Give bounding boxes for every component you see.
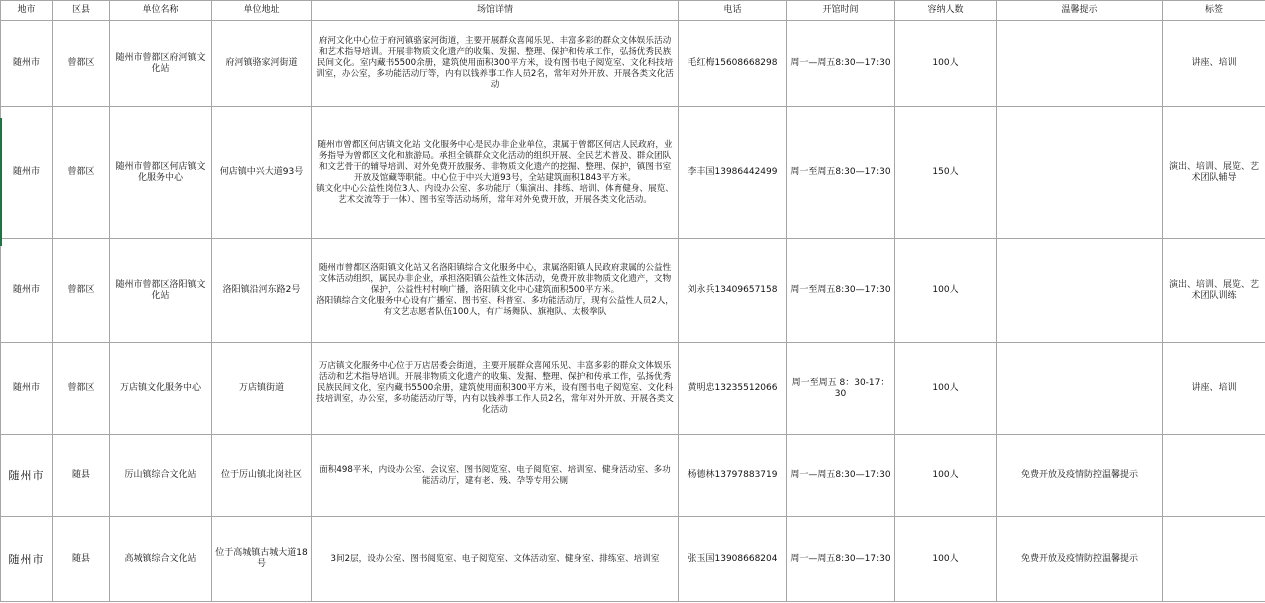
cell-unit-name[interactable]: 高城镇综合文化站 [110, 517, 212, 602]
header-capacity[interactable]: 容纳人数 [895, 1, 997, 21]
cell-venue-details[interactable] [312, 107, 679, 239]
cell-tags[interactable]: 演出、培训、展览、艺术团队训练 [1163, 239, 1265, 343]
cell-opening-hours[interactable]: 周一至周五8:30—17:30 [787, 239, 895, 343]
cell-tags[interactable]: 演出、培训、展览、艺术团队辅导 [1163, 107, 1265, 239]
header-tip[interactable]: 温馨提示 [997, 1, 1163, 21]
table-row [1, 21, 1265, 107]
cell-city[interactable]: 随州市 [1, 21, 53, 107]
cell-unit-address[interactable]: 万店镇街道 [212, 343, 312, 435]
cell-unit-name[interactable]: 万店镇文化服务中心 [110, 343, 212, 435]
table-row [1, 517, 1265, 602]
cell-tip[interactable]: 免费开放及疫情防控温馨提示 [997, 517, 1163, 602]
cell-opening-hours[interactable]: 周一—周五8:30—17:30 [787, 21, 895, 107]
detail-paragraph: 随州市曾都区何店镇文化站 文化服务中心是民办非企业单位，隶属于曾都区何店人民政府，业务指导为曾都区文化和旅游局。承担全镇群众文化活动的组织开展、全民艺术普及、群众团队和文艺骨干的辅导培训、对外免费开放服务、非物质文化遗产的挖掘、整理、保护，镇图书室开放及馆藏等职能。中心位于中兴大道93号，全站建筑面积1843平方米。 [317, 139, 673, 183]
cell-city[interactable]: 随州市 [1, 435, 53, 517]
cell-venue-details[interactable] [312, 435, 679, 517]
cell-county[interactable]: 曾都区 [53, 21, 110, 107]
cell-unit-address[interactable]: 何店镇中兴大道93号 [212, 107, 312, 239]
cell-county[interactable]: 曾都区 [53, 239, 110, 343]
detail-paragraph: 洛阳镇综合文化服务中心设有广播室、图书室、科普室、多功能活动厅，现有公益性人员2人，有文艺志愿者队伍100人，有广场舞队、旗袍队、太极拳队 [316, 296, 674, 317]
cell-venue-details[interactable] [312, 239, 679, 343]
cell-phone[interactable]: 李丰国13986442499 [679, 107, 787, 239]
cell-phone[interactable]: 黄明忠13235512066 [679, 343, 787, 435]
header-venue-details[interactable]: 场馆详情 [312, 1, 679, 21]
header-county[interactable]: 区县 [53, 1, 110, 21]
header-tags[interactable]: 标签 [1163, 1, 1265, 21]
cell-tags[interactable]: 讲座、培训 [1163, 343, 1265, 435]
cell-tags[interactable]: 讲座、培训 [1163, 21, 1265, 107]
cell-county[interactable]: 曾都区 [53, 343, 110, 435]
header-opening-hours[interactable]: 开馆时间 [787, 1, 895, 21]
cell-county[interactable]: 曾都区 [53, 107, 110, 239]
cell-unit-name[interactable]: 随州市曾都区何店镇文化服务中心 [110, 107, 212, 239]
detail-paragraph: 随州市曾都区洛阳镇文化站又名洛阳镇综合文化服务中心，隶属洛阳镇人民政府隶属的公益性文体活动组织，属民办非企业，承担洛阳镇公益性文体活动，免费开放非物质文化遗产，文物保护，公益性村村响广播，洛阳镇文化中心建筑面积500平方米。 [318, 263, 672, 295]
cell-phone[interactable]: 毛红梅15608668298 [679, 21, 787, 107]
detail-paragraph: 万店镇文化服务中心位于万店居委会街道，主要开展群众喜闻乐见、丰富多彩的群众文体娱乐活动和艺术指导培训。开展非物质文化遗产的收集、发掘、整理、保护和传承工作，弘扬优秀民族民间文化，室内藏书5500余册，建筑使用面积300平方米，设有图书电子阅览室、文化科技培训室，办公室，多功能活动厅等，内有以钱养事工作人员2名，常年对外开放、开展各类文化活动 [316, 361, 674, 415]
cell-phone[interactable]: 张玉国13908668204 [679, 517, 787, 602]
cell-unit-address[interactable]: 位于厉山镇北岗社区 [212, 435, 312, 517]
selected-row-marker [0, 118, 2, 246]
cell-opening-hours[interactable]: 周一—周五8:30—17:30 [787, 435, 895, 517]
cell-unit-name[interactable]: 随州市曾都区洛阳镇文化站 [110, 239, 212, 343]
header-phone[interactable]: 电话 [679, 1, 787, 21]
cell-city[interactable]: 随州市 [1, 343, 53, 435]
detail-paragraph: 面积498平米，内设办公室、会议室、图书阅览室、电子阅览室、培训室、健身活动室、多功能活动厅，建有老、残、孕等专用公厕 [319, 464, 671, 486]
cell-opening-hours[interactable]: 周一至周五8:30—17:30 [787, 107, 895, 239]
cell-capacity[interactable]: 100人 [895, 239, 997, 343]
table-row [1, 107, 1265, 239]
cell-tags[interactable] [1163, 517, 1265, 602]
header-city[interactable]: 地市 [1, 1, 53, 21]
table-row [1, 239, 1265, 343]
cell-tip[interactable] [997, 107, 1163, 239]
cell-tip[interactable] [997, 239, 1163, 343]
cell-tip[interactable] [997, 343, 1163, 435]
cell-venue-details[interactable] [312, 21, 679, 107]
cell-capacity[interactable]: 100人 [895, 21, 997, 107]
cell-capacity[interactable]: 150人 [895, 107, 997, 239]
header-unit-name[interactable]: 单位名称 [110, 1, 212, 21]
cell-tip[interactable]: 免费开放及疫情防控温馨提示 [997, 435, 1163, 517]
cell-tags[interactable] [1163, 435, 1265, 517]
table-row [1, 343, 1265, 435]
cell-capacity[interactable]: 100人 [895, 343, 997, 435]
cell-city[interactable]: 随州市 [1, 517, 53, 602]
cell-city[interactable]: 随州市 [1, 107, 53, 239]
cell-capacity[interactable]: 100人 [895, 517, 997, 602]
cell-unit-name[interactable]: 厉山镇综合文化站 [110, 435, 212, 517]
cell-unit-address[interactable]: 位于高城镇古城大道18号 [212, 517, 312, 602]
cell-phone[interactable]: 刘永兵13409657158 [679, 239, 787, 343]
cell-city[interactable]: 随州市 [1, 239, 53, 343]
detail-paragraph: 镇文化中心公益性岗位3人、内设办公室、多功能厅（集演出、排练、培训、体育健身、展览、艺术交流等于一体）、图书室等活动场所，常年对外免费开放，开展各类文化活动。 [316, 183, 674, 205]
cell-county[interactable]: 随县 [53, 517, 110, 602]
cell-unit-address[interactable]: 府河镇骆家河街道 [212, 21, 312, 107]
cell-opening-hours[interactable]: 周一—周五8:30—17:30 [787, 517, 895, 602]
cell-unit-address[interactable]: 洛阳镇沿河东路2号 [212, 239, 312, 343]
header-row [1, 1, 1265, 21]
header-unit-address[interactable]: 单位地址 [212, 1, 312, 21]
cell-capacity[interactable]: 100人 [895, 435, 997, 517]
cell-opening-hours[interactable]: 周一至周五 8：30-17：30 [787, 343, 895, 435]
table-row [1, 435, 1265, 517]
cell-venue-details[interactable] [312, 343, 679, 435]
cell-county[interactable]: 随县 [53, 435, 110, 517]
detail-paragraph: 3间2层，设办公室、图书阅览室、电子阅览室、文体活动室、健身室、排练室、培训室 [330, 553, 660, 564]
cell-phone[interactable]: 杨德林13797883719 [679, 435, 787, 517]
detail-paragraph: 府河文化中心位于府河镇骆家河街道，主要开展群众喜闻乐见、丰富多彩的群众文体娱乐活动和艺术指导培训。开展非物质文化遗产的收集、发掘、整理、保护和传承工作，弘扬优秀民族民间文化。室内藏书5500余册，建筑使用面积300平方米，设有图书电子阅览室、文化科技培训室，办公室，多功能活动厅等，内有以钱养事工作人员2名，常年对外开放、开展各类文化活动 [316, 36, 674, 90]
cell-venue-details[interactable] [312, 517, 679, 602]
cell-tip[interactable] [997, 21, 1163, 107]
cell-unit-name[interactable]: 随州市曾都区府河镇文化站 [110, 21, 212, 107]
